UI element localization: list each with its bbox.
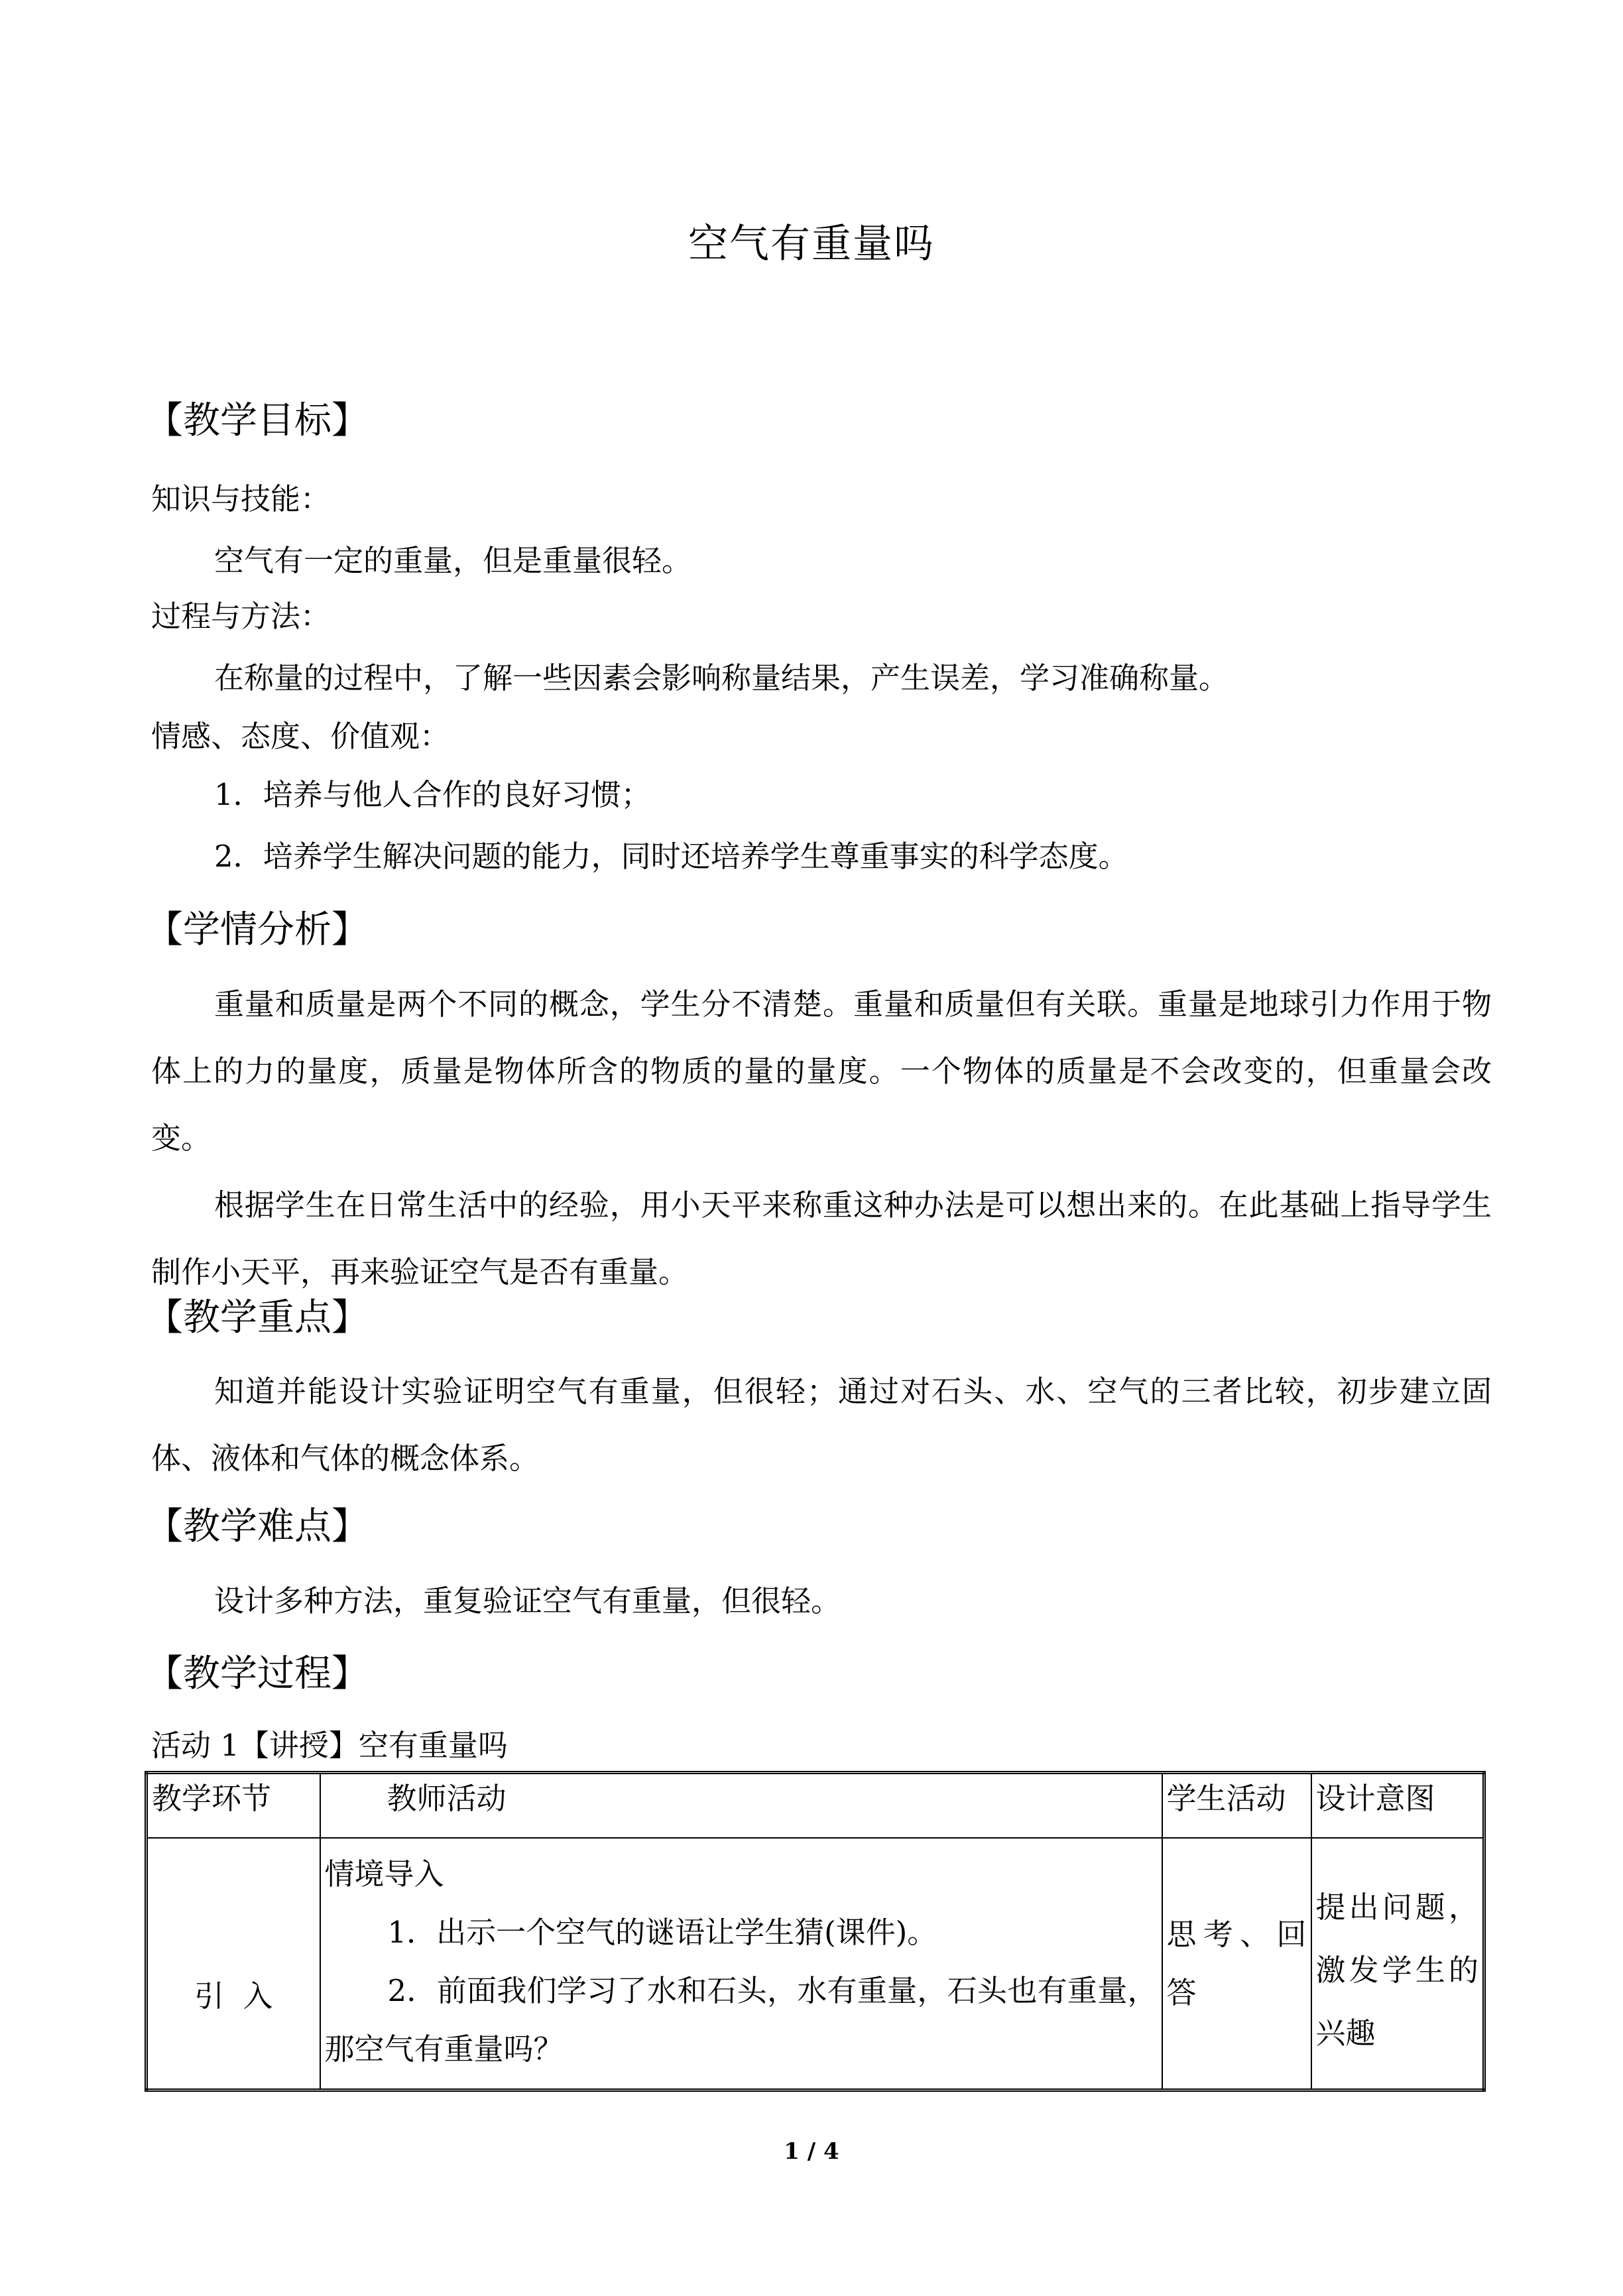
knowledge-label: 知识与技能： <box>151 481 331 516</box>
design-intent-text: 提出问题，激发学生的兴趣 <box>1315 1890 1478 2051</box>
analysis-paragraph-2: 根据学生在日常生活中的经验，用小天平来称重这种办法是可以想出来的。在此基础上指导学生制作小天平，再来验证空气是否有重量。 <box>151 1187 1492 1290</box>
section-heading-key-points: 【教学重点】 <box>146 1296 369 1339</box>
key-points-paragraph: 知道并能设计实验证明空气有重量，但很轻；通过对石头、水、空气的三者比较，初步建立固体、液体和气体的概念体系。 <box>151 1374 1492 1476</box>
header-teacher <box>320 1773 1162 1839</box>
difficulties-paragraph: 设计多种方法，重复验证空气有重量，但很轻。 <box>214 1583 841 1618</box>
emotion-item-1: 1．培养与他人合作的良好习惯； <box>214 777 651 812</box>
section-heading-difficulties: 【教学难点】 <box>146 1505 369 1548</box>
header-stage: 教学环节 <box>147 1773 320 1839</box>
teacher-item-2: 2．前面我们学习了水和石头，水有重量，石头也有重量，那空气有重量吗？ <box>324 1973 1158 2067</box>
lesson-table <box>145 1771 1486 2092</box>
table-row <box>147 1838 1484 2090</box>
knowledge-text: 空气有一定的重量，但是重量很轻。 <box>214 543 692 578</box>
page-number: 1 / 4 <box>784 2138 839 2165</box>
student-activity-text: 思考、回答 <box>1166 1916 1307 2010</box>
teacher-activity-cell <box>320 1838 1162 2090</box>
teacher-item-1: 1．出示一个空气的谜语让学生猜(课件)。 <box>387 1915 937 1950</box>
section-heading-analysis: 【学情分析】 <box>146 908 369 951</box>
section-heading-process: 【教学过程】 <box>146 1652 369 1695</box>
header-student: 学生活动 <box>1162 1773 1311 1839</box>
analysis-paragraph-1: 重量和质量是两个不同的概念，学生分不清楚。重量和质量但有关联。重量是地球引力作用于物体上的力的量度，质量是物体所含的物质的量的量度。一个物体的质量是不会改变的，但重量会改变。 <box>151 987 1492 1156</box>
document-title: 空气有重量吗 <box>688 221 935 267</box>
student-activity-cell <box>1162 1838 1311 2090</box>
process-text: 在称量的过程中，了解一些因素会影响称量结果，产生误差，学习准确称量。 <box>214 660 1229 695</box>
section-heading-objectives: 【教学目标】 <box>146 399 369 442</box>
teacher-title: 情境导入 <box>324 1856 444 1892</box>
header-intent: 设计意图 <box>1311 1773 1484 1839</box>
activity-label: 活动 1【讲授】空有重量吗 <box>151 1728 508 1763</box>
emotion-label: 情感、态度、价值观： <box>151 719 450 754</box>
emotion-item-2: 2．培养学生解决问题的能力，同时还培养学生尊重事实的科学态度。 <box>214 839 1128 874</box>
header-teacher-label: 教师活动 <box>387 1781 507 1816</box>
stage-label: 引 入 <box>194 1978 273 2014</box>
table-header-row <box>147 1773 1484 1839</box>
stage-cell <box>147 1838 320 2090</box>
process-label: 过程与方法： <box>151 599 331 634</box>
design-intent-cell <box>1311 1838 1484 2090</box>
